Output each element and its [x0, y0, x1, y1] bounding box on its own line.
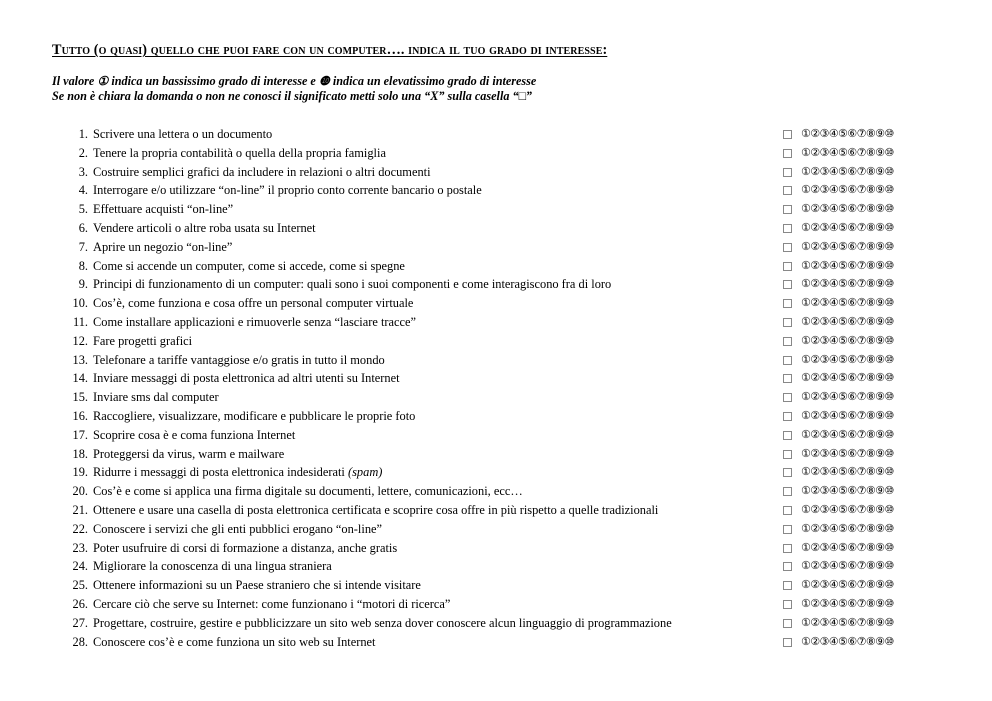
unknown-checkbox[interactable]: [783, 487, 792, 496]
list-item: [66, 595, 946, 614]
unknown-checkbox[interactable]: [783, 130, 792, 139]
unknown-checkbox[interactable]: [783, 506, 792, 515]
item-number: 14.: [72, 371, 88, 386]
item-text-main: Vendere articoli o altre roba usata su Internet: [93, 220, 316, 235]
item-text-main: Progettare, costruire, gestire e pubblicizzare un sito web senza dover conoscere alcun linguaggio di programmazione: [93, 615, 672, 630]
item-text: [93, 125, 272, 144]
rating-scale[interactable]: ①②③④⑤⑥⑦⑧⑨⑩: [801, 202, 894, 216]
rating-scale[interactable]: ①②③④⑤⑥⑦⑧⑨⑩: [801, 559, 894, 573]
unknown-checkbox[interactable]: [783, 525, 792, 534]
unknown-checkbox[interactable]: [783, 393, 792, 402]
unknown-checkbox[interactable]: [783, 562, 792, 571]
rating-scale[interactable]: ①②③④⑤⑥⑦⑧⑨⑩: [801, 258, 894, 272]
unknown-checkbox[interactable]: [783, 468, 792, 477]
item-text-main: Interrogare e/o utilizzare “on-line” il proprio conto corrente bancario o postale: [93, 183, 482, 198]
instruction-line: Il valore ① indica un bassissimo grado di interesse e ❿ indica un elevatissimo grado di interesse: [52, 74, 537, 88]
item-text: [93, 181, 482, 200]
item-text: [93, 445, 284, 464]
item-text: [93, 595, 450, 614]
page-title: Tutto (o quasi) quello che puoi fare con un computer…. indica il tuo grado di interesse:: [52, 42, 608, 58]
rating-scale[interactable]: ①②③④⑤⑥⑦⑧⑨⑩: [801, 145, 894, 159]
item-text: [93, 200, 233, 219]
rating-scale[interactable]: ①②③④⑤⑥⑦⑧⑨⑩: [801, 446, 894, 460]
rating-scale[interactable]: ①②③④⑤⑥⑦⑧⑨⑩: [801, 615, 894, 629]
item-text: [93, 219, 316, 238]
item-text-main: Scoprire cosa è e coma funziona Internet: [93, 427, 296, 442]
item-text-main: Costruire semplici grafici da includere in relazioni o altri documenti: [93, 164, 431, 179]
list-item: [66, 238, 946, 257]
unknown-checkbox[interactable]: [783, 205, 792, 214]
rating-scale[interactable]: ①②③④⑤⑥⑦⑧⑨⑩: [801, 408, 894, 422]
item-text: [93, 313, 416, 332]
list-item: [66, 463, 946, 482]
item-text-main: Telefonare a tariffe vantaggiose e/o gratis in tutto il mondo: [93, 352, 385, 367]
unknown-checkbox[interactable]: [783, 243, 792, 252]
list-item: [66, 614, 946, 633]
list-item: [66, 576, 946, 595]
rating-scale[interactable]: ①②③④⑤⑥⑦⑧⑨⑩: [801, 183, 894, 197]
item-number: 12.: [72, 333, 88, 348]
rating-scale[interactable]: ①②③④⑤⑥⑦⑧⑨⑩: [801, 578, 894, 592]
item-number: 10.: [72, 296, 88, 311]
unknown-checkbox[interactable]: [783, 638, 792, 647]
item-text-main: Ottenere e usare una casella di posta elettronica certificata e scoprire cosa offre in più rispetto a quelle tradizionali: [93, 502, 659, 517]
unknown-checkbox[interactable]: [783, 450, 792, 459]
item-text: [93, 557, 332, 576]
item-number: 24.: [72, 559, 88, 574]
rating-scale[interactable]: ①②③④⑤⑥⑦⑧⑨⑩: [801, 521, 894, 535]
list-item: [66, 482, 946, 501]
list-item: [66, 313, 946, 332]
item-text: [93, 388, 219, 407]
unknown-checkbox[interactable]: [783, 168, 792, 177]
unknown-checkbox[interactable]: [783, 600, 792, 609]
list-item: [66, 200, 946, 219]
item-text-main: Ottenere informazioni su un Paese straniero che si intende visitare: [93, 578, 421, 593]
list-item: [66, 294, 946, 313]
item-text: [93, 369, 400, 388]
rating-scale[interactable]: ①②③④⑤⑥⑦⑧⑨⑩: [801, 239, 894, 253]
item-text-main: Fare progetti grafici: [93, 333, 193, 348]
item-text-main: Scrivere una lettera o un documento: [93, 127, 273, 141]
list-item: [66, 125, 946, 144]
rating-scale[interactable]: ①②③④⑤⑥⑦⑧⑨⑩: [801, 484, 894, 498]
item-text: [93, 351, 385, 370]
item-text: [93, 463, 382, 482]
unknown-checkbox[interactable]: [783, 337, 792, 346]
rating-scale[interactable]: ①②③④⑤⑥⑦⑧⑨⑩: [801, 596, 894, 610]
instruction-line: Se non è chiara la domanda o non ne conosci il significato metti solo una “X” sulla casella “□”: [52, 89, 533, 103]
item-number: 25.: [72, 578, 88, 593]
item-number: 6.: [78, 220, 88, 235]
item-text: [93, 633, 375, 652]
item-number: 11.: [72, 314, 88, 329]
list-item: [66, 219, 946, 238]
item-text-main: Inviare messaggi di posta elettronica ad altri utenti su Internet: [93, 371, 400, 386]
item-text-main: Raccogliere, visualizzare, modificare e pubblicare le proprie foto: [93, 408, 416, 423]
item-text-main: Conoscere cos’è e come funziona un sito web su Internet: [93, 634, 376, 649]
unknown-checkbox[interactable]: [783, 299, 792, 308]
list-item: [66, 144, 946, 163]
list-item: [66, 407, 946, 426]
item-text: [93, 576, 421, 595]
unknown-checkbox[interactable]: [783, 224, 792, 233]
item-text: [93, 163, 431, 182]
list-item: [66, 445, 946, 464]
item-text: [93, 482, 523, 501]
item-text: [93, 332, 192, 351]
item-text-main: Ridurre i messaggi di posta elettronica indesiderati: [93, 465, 345, 480]
unknown-checkbox[interactable]: [783, 544, 792, 553]
item-number: 21.: [72, 502, 88, 517]
list-item: [66, 181, 946, 200]
item-text: [93, 238, 232, 257]
rating-scale[interactable]: ①②③④⑤⑥⑦⑧⑨⑩: [801, 296, 894, 310]
unknown-checkbox[interactable]: [783, 356, 792, 365]
item-text-main: Cos’è, come funziona e cosa offre un personal computer virtuale: [93, 296, 414, 311]
rating-scale[interactable]: ①②③④⑤⑥⑦⑧⑨⑩: [801, 164, 894, 178]
item-text-main: Effettuare acquisti “on-line”: [93, 202, 234, 217]
item-number: 20.: [72, 484, 88, 499]
item-text-main: Migliorare la conoscenza di una lingua straniera: [93, 559, 332, 574]
rating-scale[interactable]: ①②③④⑤⑥⑦⑧⑨⑩: [801, 390, 894, 404]
item-number: 9.: [78, 277, 88, 292]
rating-scale[interactable]: ①②③④⑤⑥⑦⑧⑨⑩: [801, 634, 894, 648]
item-number: 8.: [78, 258, 88, 273]
item-text: [93, 257, 405, 276]
unknown-checkbox[interactable]: [783, 262, 792, 271]
rating-scale[interactable]: ①②③④⑤⑥⑦⑧⑨⑩: [801, 277, 894, 291]
rating-scale[interactable]: ①②③④⑤⑥⑦⑧⑨⑩: [801, 314, 894, 328]
unknown-checkbox[interactable]: [783, 149, 792, 158]
unknown-checkbox[interactable]: [783, 412, 792, 421]
list-item: [66, 163, 946, 182]
rating-scale[interactable]: ①②③④⑤⑥⑦⑧⑨⑩: [801, 465, 894, 479]
item-text-main: Principi di funzionamento di un computer: quali sono i suoi componenti e come interagiscono fra di loro: [93, 277, 612, 292]
unknown-checkbox[interactable]: [783, 280, 792, 289]
item-number: 5.: [78, 202, 88, 217]
item-number: 1.: [78, 127, 88, 141]
item-number: 23.: [72, 540, 88, 555]
item-text-main: Aprire un negozio “on-line”: [93, 239, 233, 254]
item-number: 22.: [72, 521, 88, 536]
item-text: [93, 426, 295, 445]
item-text-main: Conoscere i servizi che gli enti pubblici erogano “on-line”: [93, 521, 383, 536]
list-item: [66, 633, 946, 652]
unknown-checkbox[interactable]: [783, 619, 792, 628]
list-item: [66, 539, 946, 558]
list-item: [66, 501, 946, 520]
item-text: [93, 144, 386, 163]
instructions: [52, 74, 536, 104]
rating-scale[interactable]: ①②③④⑤⑥⑦⑧⑨⑩: [801, 427, 894, 441]
item-text: [93, 294, 413, 313]
item-text-main: Proteggersi da virus, warm e mailware: [93, 446, 285, 461]
item-text-main: Come installare applicazioni e rimuoverle senza “lasciare tracce”: [93, 314, 417, 329]
item-text-main: Cos’è e come si applica una firma digitale su documenti, lettere, comunicazioni, ecc…: [93, 484, 523, 499]
item-text: [93, 501, 658, 520]
item-text: [93, 539, 397, 558]
list-item: [66, 520, 946, 539]
rating-scale[interactable]: ①②③④⑤⑥⑦⑧⑨⑩: [801, 333, 894, 347]
list-item: [66, 388, 946, 407]
unknown-checkbox[interactable]: [783, 374, 792, 383]
item-number: 4.: [78, 183, 88, 198]
rating-scale[interactable]: ①②③④⑤⑥⑦⑧⑨⑩: [801, 127, 894, 140]
rating-scale[interactable]: ①②③④⑤⑥⑦⑧⑨⑩: [801, 352, 894, 366]
item-number: 13.: [72, 352, 88, 367]
item-number: 17.: [72, 427, 88, 442]
item-text: [93, 275, 611, 294]
list-item: [66, 426, 946, 445]
item-number: 28.: [72, 634, 88, 649]
list-item: [66, 557, 946, 576]
list-item: [66, 351, 946, 370]
item-number: 19.: [72, 465, 88, 480]
unknown-checkbox[interactable]: [783, 431, 792, 440]
item-text-main: Come si accende un computer, come si accede, come si spegne: [93, 258, 405, 273]
list-item: [66, 275, 946, 294]
list-item: [66, 369, 946, 388]
item-number: 2.: [78, 145, 88, 160]
item-text: [93, 614, 672, 633]
question-list: [66, 125, 946, 651]
item-text: [93, 407, 415, 426]
item-text-emphasis: (spam): [347, 465, 383, 480]
item-number: 16.: [72, 408, 88, 423]
rating-scale[interactable]: ①②③④⑤⑥⑦⑧⑨⑩: [801, 540, 894, 554]
rating-scale[interactable]: ①②③④⑤⑥⑦⑧⑨⑩: [801, 220, 894, 234]
item-text: [93, 520, 382, 539]
item-number: 18.: [72, 446, 88, 461]
rating-scale[interactable]: ①②③④⑤⑥⑦⑧⑨⑩: [801, 371, 894, 385]
unknown-checkbox[interactable]: [783, 186, 792, 195]
unknown-checkbox[interactable]: [783, 318, 792, 327]
item-number: 3.: [78, 164, 88, 179]
item-number: 26.: [72, 596, 88, 611]
item-number: 15.: [72, 390, 88, 405]
item-text-main: Poter usufruire di corsi di formazione a distanza, anche gratis: [93, 540, 398, 555]
item-text-main: Inviare sms dal computer: [93, 390, 219, 405]
item-text-main: Tenere la propria contabilità o quella della propria famiglia: [93, 145, 386, 160]
list-item: [66, 332, 946, 351]
item-number: 27.: [72, 615, 88, 630]
item-number: 7.: [78, 239, 88, 254]
unknown-checkbox[interactable]: [783, 581, 792, 590]
item-text-main: Cercare ciò che serve su Internet: come funzionano i “motori di ricerca”: [93, 596, 451, 611]
list-item: [66, 257, 946, 276]
rating-scale[interactable]: ①②③④⑤⑥⑦⑧⑨⑩: [801, 502, 894, 516]
